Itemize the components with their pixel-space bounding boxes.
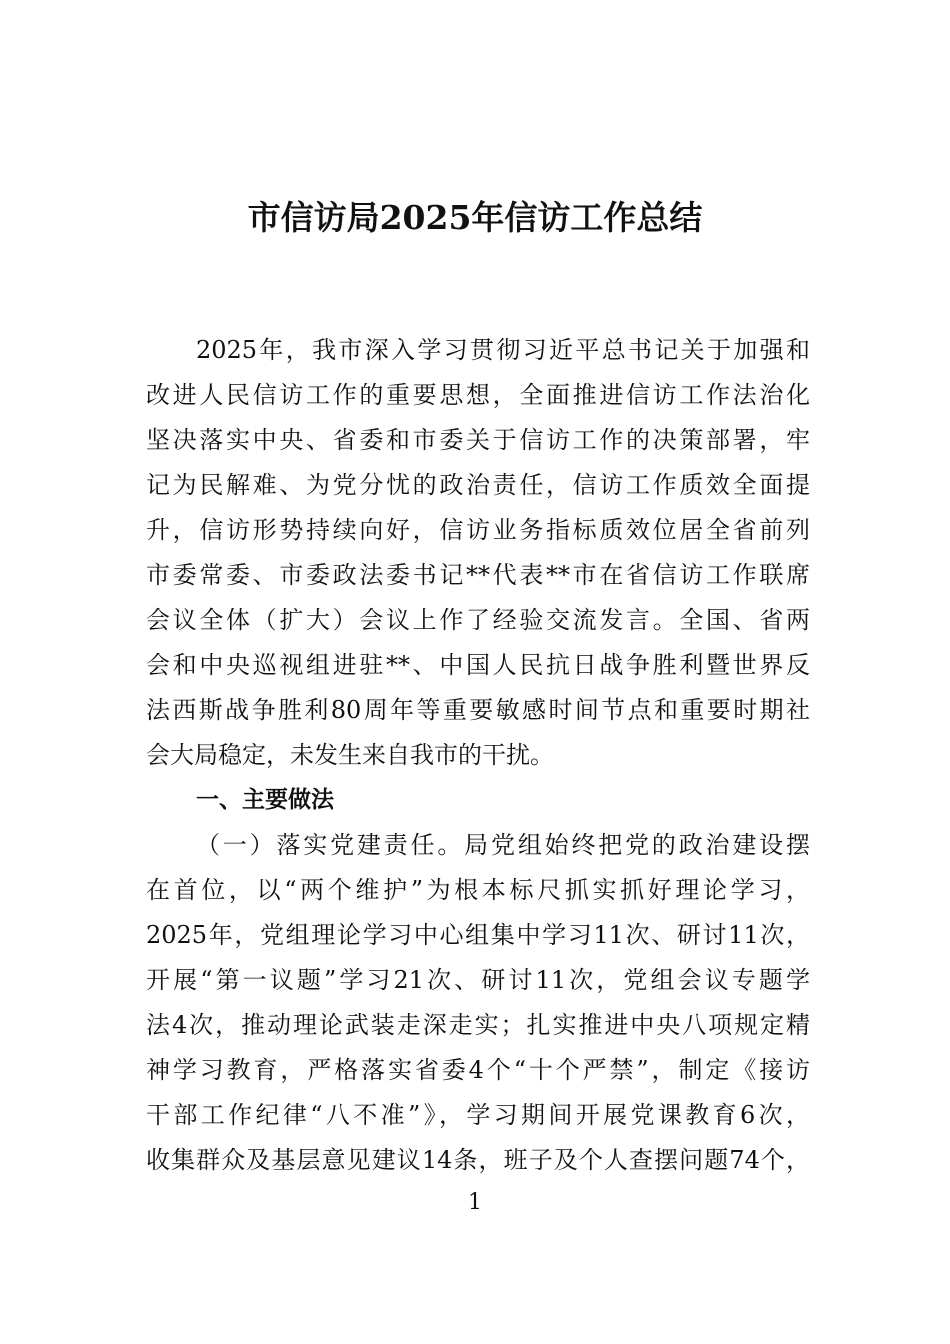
- paragraph-line: 法4次，推动理论武装走深走实；扎实推进中央八项规定精: [146, 1011, 810, 1039]
- paragraph-line: 市委常委、市委政法委书记**代表**市在省信访工作联席: [146, 561, 810, 589]
- paragraph-line: 记为民解难、为党分忧的政治责任，信访工作质效全面提: [146, 471, 810, 499]
- paragraph-line: 2025年，我市深入学习贯彻习近平总书记关于加强和: [196, 336, 810, 364]
- paragraph-line: 在首位，以“两个维护”为根本标尺抓实抓好理论学习，: [146, 876, 810, 904]
- paragraph-line: （一）落实党建责任。局党组始终把党的政治建设摆: [196, 831, 810, 859]
- section-heading: 一、主要做法: [196, 787, 334, 813]
- paragraph-line: 2025年，党组理论学习中心组集中学习11次、研讨11次，: [146, 921, 810, 949]
- paragraph-line: 收集群众及基层意见建议14条，班子及个人查摆问题74个，: [146, 1146, 810, 1174]
- paragraph-line: 开展“第一议题”学习21次、研讨11次，党组会议专题学: [146, 966, 810, 994]
- paragraph-line: 会和中央巡视组进驻**、中国人民抗日战争胜利暨世界反: [146, 651, 810, 679]
- paragraph-line: 坚决落实中央、省委和市委关于信访工作的决策部署，牢: [146, 426, 810, 454]
- paragraph-line: 改进人民信访工作的重要思想，全面推进信访工作法治化: [146, 381, 810, 409]
- paragraph-line: 会议全体（扩大）会议上作了经验交流发言。全国、省两: [146, 606, 810, 634]
- paragraph-line: 法西斯战争胜利80周年等重要敏感时间节点和重要时期社: [146, 696, 810, 724]
- page-number: 1: [468, 1190, 482, 1215]
- paragraph-line: 干部工作纪律“八不准”》，学习期间开展党课教育6次，: [146, 1101, 810, 1129]
- document-title: 市信访局2025年信访工作总结: [247, 198, 703, 237]
- paragraph-line: 升，信访形势持续向好，信访业务指标质效位居全省前列: [146, 516, 810, 544]
- paragraph-line: 会大局稳定，未发生来自我市的干扰。: [146, 741, 554, 769]
- document-body: [146, 328, 810, 1183]
- paragraph-line: 神学习教育，严格落实省委4个“十个严禁”，制定《接访: [146, 1056, 810, 1084]
